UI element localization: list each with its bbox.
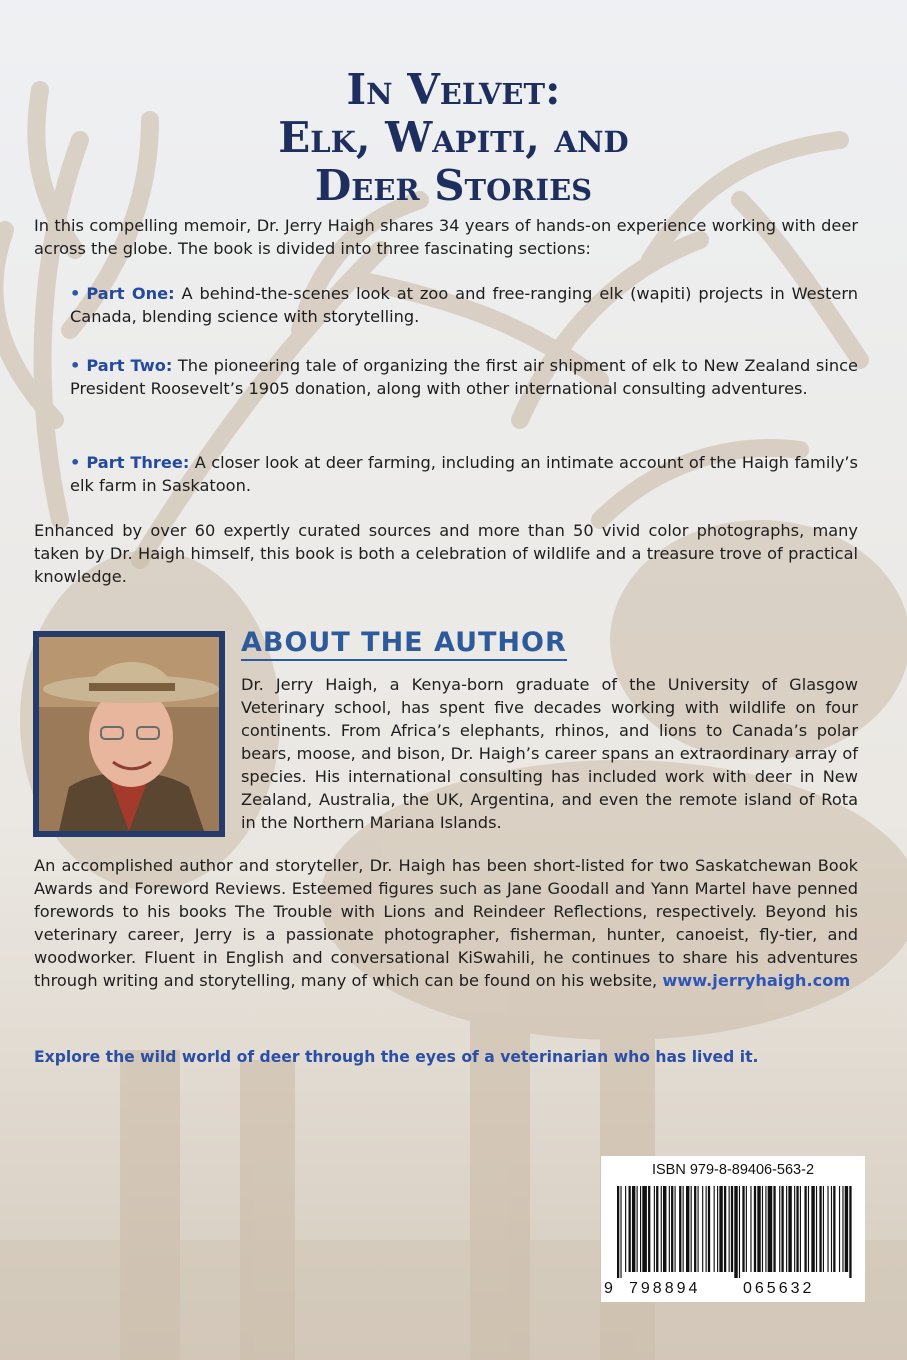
part-one-item [70,282,858,328]
barcode-bar [642,1186,647,1272]
author-bio-paragraph: Dr. Jerry Haigh, a Kenya-born graduate of the University of Glasgow Veterinary school, has spent five decades working with wildlife on four continents. From Africa’s elephants, rhinos, and lions to Canada’s polar bears, moose, and bison, Dr. Haigh’s career spans an extraordinary array of species. His international consulting has included work with deer in New Zealand, Australia, the UK, Argentina, and even the remote island of Rota in the Northern Mariana Islands. [241,675,858,832]
barcode-bar [768,1186,773,1272]
barcode-bar [811,1186,814,1272]
barcode-bar [686,1186,689,1272]
barcode-bar [719,1186,722,1272]
part-two-item [70,354,858,400]
barcode-bar [739,1186,740,1278]
barcode-bar [691,1186,692,1272]
barcode-bar [648,1186,650,1272]
barcode-bar [661,1186,662,1272]
barcode-bar [800,1186,801,1272]
barcode-bar [816,1186,817,1272]
barcode-bar [708,1186,710,1272]
barcode-bar [617,1186,619,1278]
barcode-bar [669,1186,670,1272]
part-two-label: Part Two: [86,356,173,375]
barcode-bar [773,1186,775,1272]
barcode-bar [632,1186,635,1272]
author-portrait-illustration [39,637,219,831]
barcode-bar [706,1186,707,1272]
barcode-bar [842,1186,843,1272]
barcode-bar [823,1186,824,1272]
barcode-bar [698,1186,699,1272]
title-line-2: Elk, Wapiti, and [278,113,629,162]
barcode [613,1186,857,1278]
barcode-bar [831,1186,832,1272]
part-one-label: Part One: [86,284,175,303]
bullet-dot: • [70,284,81,303]
barcode-bar [679,1186,681,1272]
bullet-dot: • [70,356,81,375]
barcode-bar [620,1186,621,1278]
barcode-bar [675,1186,676,1272]
barcode-bar [750,1186,751,1272]
barcode-bar [819,1186,821,1272]
barcode-bar [734,1186,737,1278]
barcode-bar [827,1186,828,1272]
part-three-text: A closer look at deer farming, including an intimate account of the Haigh family’s elk farm in Saskatoon. [70,453,858,495]
barcode-bar [833,1186,835,1272]
barcode-bar [781,1186,783,1272]
barcode-bar [729,1186,730,1272]
title-line-1: In Velvet: [346,65,561,114]
barcode-bar [683,1186,684,1272]
part-three-item [70,451,858,497]
barcode-bar [786,1186,787,1272]
bullet-dot: • [70,453,81,472]
barcode-bar [625,1186,626,1272]
author-website-link[interactable]: www.jerryhaigh.com [662,971,851,990]
barcode-bar [629,1186,631,1272]
isbn-digits [601,1280,865,1300]
barcode-bar [765,1186,766,1272]
isbn-label: ISBN 979-8-89406-563-2 [651,1162,815,1178]
part-two-text: The pioneering tale of organizing the first air shipment of elk to New Zealand since President Roosevelt’s 1905 donation, along with other international consulting adventures. [70,356,858,398]
title-line-3: Deer Stories [314,161,593,210]
barcode-bar [794,1186,795,1272]
barcode-bar [757,1186,760,1272]
barcode-bar [731,1186,733,1272]
barcode-bar [663,1186,666,1272]
part-three-label: Part Three: [86,453,190,472]
author-bio-paragraph-2 [34,854,858,992]
barcode-bar [754,1186,756,1272]
barcode-bar [845,1186,848,1272]
part-one-text: A behind-the-scenes look at zoo and free-ranging elk (wapiti) projects in Western Canada, blending science with storytelling. [70,284,859,326]
barcode-bar [694,1186,696,1272]
barcode-bar [762,1186,763,1272]
isbn-barcode-block [601,1156,865,1302]
isbn-digits-left: 798894 [629,1280,701,1297]
isbn-digit-lead: 9 [604,1280,613,1297]
barcode-bar [717,1186,718,1272]
tagline: Explore the wild world of deer through the eyes of a veterinarian who has lived it. [34,1048,759,1066]
barcode-bar [714,1186,715,1272]
barcode-bar [637,1186,638,1272]
author-photo [33,631,225,837]
barcode-bar [654,1186,655,1272]
barcode-bar [702,1186,703,1272]
barcode-bar [724,1186,726,1272]
barcode-bar [839,1186,840,1272]
book-title [0,66,907,210]
barcode-bar [804,1186,806,1272]
isbn-digits-right: 065632 [743,1280,815,1297]
barcode-bar [746,1186,747,1272]
barcode-bar [742,1186,744,1272]
enhanced-paragraph: Enhanced by over 60 expertly curated sources and more than 50 vivid color photographs, many taken by Dr. Haigh himself, this book is both a celebration of wildlife and a treasure trove of practical knowledge. [34,521,858,586]
barcode-bar [808,1186,809,1272]
barcode-bar [671,1186,673,1272]
barcode-bar [849,1186,851,1278]
barcode-bar [779,1186,780,1272]
author-bio-text: An accomplished author and storyteller, Dr. Haigh has been short-listed for two Saskatchewan Book Awards and Foreword Reviews. Esteemed figures such as Jane Goodall and Yann Martel have penned forewords to his books The Trouble with Lions and Reindeer Reflections, respectively. Beyond his veterinary career, Jerry is a passionate photographer, fisherman, hunter, canoeist, fly-tier, and woodworker. Fluent in English and conversational KiSwahili, he continues to share his adventures through writing and storytelling, many of which can be found on his website, [34,856,858,990]
barcode-bar [640,1186,641,1272]
intro-paragraph: In this compelling memoir, Dr. Jerry Haigh shares 34 years of hands-on experience working with deer across the globe. The book is divided into three fascinating sections: [34,216,858,258]
barcode-bar [788,1186,791,1272]
barcode-bar [796,1186,798,1272]
barcode-bar [656,1186,658,1272]
about-author-heading: ABOUT THE AUTHOR [241,627,567,661]
